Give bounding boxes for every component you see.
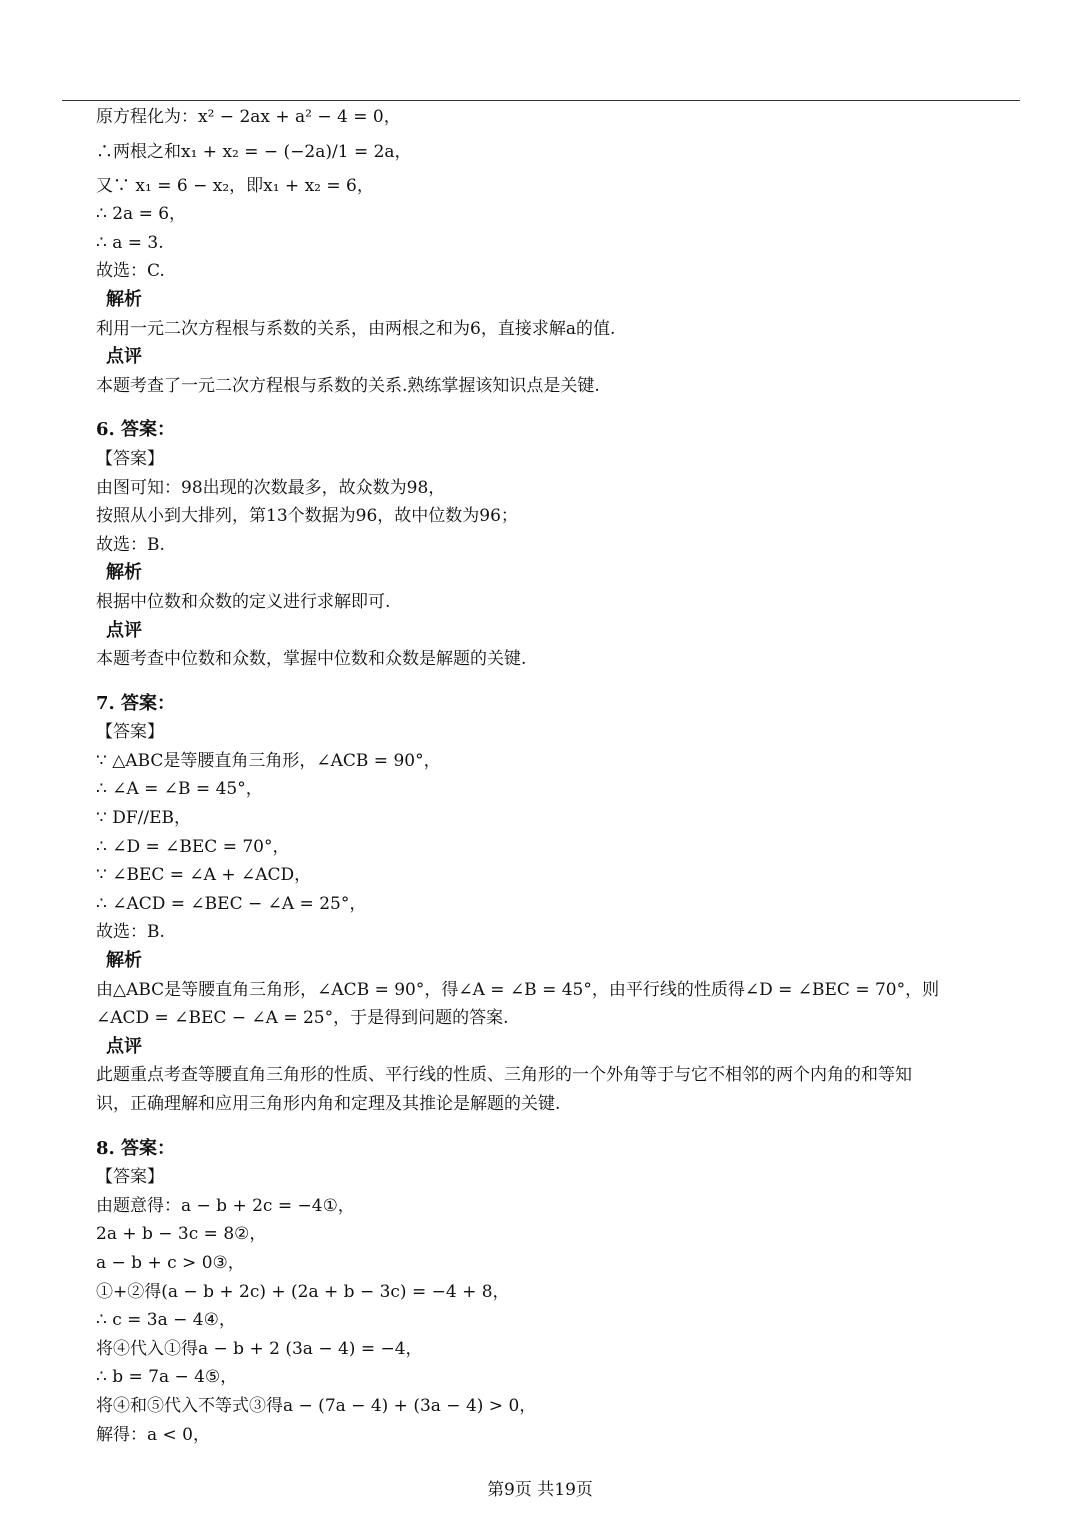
text-line: 将④代入①得a − b + 2 (3a − 4) = −4， xyxy=(96,1338,423,1359)
text-line: 按照从小到大排列，第13个数据为96，故中位数为96； xyxy=(96,506,518,527)
text-line: 故选：B. xyxy=(96,534,165,555)
text-line: ∴ a = 3. xyxy=(96,232,164,253)
section-heading: 点评 xyxy=(106,346,142,368)
text-line: ∵ DF//EB， xyxy=(96,808,192,829)
text-line: 由△ABC是等腰直角三角形，∠ACB = 90°，得∠A = ∠B = 45°，由平行线的性质得∠D = ∠BEC = 70°，则 xyxy=(96,979,940,1000)
text-line: ∴ 2a = 6， xyxy=(96,204,187,225)
text-line: 【答案】 xyxy=(96,448,164,469)
text-line: ∴两根之和x₁ + x₂ = − (−2a)/1 = 2a， xyxy=(96,141,412,162)
text-line: ∠ACD = ∠BEC − ∠A = 25°，于是得到问题的答案. xyxy=(96,1008,509,1029)
text-line: ∴ b = 7a − 4⑤， xyxy=(96,1367,238,1388)
text-line: ①+②得(a − b + 2c) + (2a + b − 3c) = −4 + 8， xyxy=(96,1281,510,1302)
text-line: 由图可知：98出现的次数最多，故众数为98， xyxy=(96,477,446,498)
question-heading: 6. 答案： xyxy=(96,419,176,441)
text-line: ∵ ∠BEC = ∠A + ∠ACD， xyxy=(96,865,312,886)
text-line: 本题考查了一元二次方程根与系数的关系.熟练掌握该知识点是关键. xyxy=(96,375,600,396)
text-line: 将④和⑤代入不等式③得a − (7a − 4) + (3a − 4) > 0， xyxy=(96,1395,537,1416)
text-line: 原方程化为：x² − 2ax + a² − 4 = 0， xyxy=(96,107,401,127)
page-footer: 第9页 共19页 xyxy=(487,1480,593,1500)
text-line: 由题意得：a − b + 2c = −4①， xyxy=(96,1195,355,1216)
text-line: 此题重点考查等腰直角三角形的性质、平行线的性质、三角形的一个外角等于与它不相邻的两个内角的和等知 xyxy=(96,1065,912,1086)
section-heading: 点评 xyxy=(106,1035,142,1057)
section-heading: 解析 xyxy=(106,562,142,584)
text-line: ∴ c = 3a − 4④， xyxy=(96,1310,236,1331)
text-line: 故选：C. xyxy=(96,261,165,282)
text-line: ∴ ∠A = ∠B = 45°， xyxy=(96,779,263,800)
text-line: ∴ ∠ACD = ∠BEC − ∠A = 25°， xyxy=(96,893,367,914)
section-heading: 点评 xyxy=(106,619,142,641)
section-heading: 解析 xyxy=(106,950,142,972)
spacer xyxy=(96,1119,1036,1135)
text-line: 识，正确理解和应用三角形内角和定理及其推论是解题的关键. xyxy=(96,1094,561,1114)
text-line: 2a + b − 3c = 8②， xyxy=(96,1224,267,1245)
text-line: 又∵ x₁ = 6 − x₂，即x₁ + x₂ = 6， xyxy=(96,175,374,196)
text-line: 利用一元二次方程根与系数的关系，由两根之和为6，直接求解a的值. xyxy=(96,318,616,339)
text-line: 根据中位数和众数的定义进行求解即可. xyxy=(96,591,391,612)
text-line: 【答案】 xyxy=(96,1167,164,1188)
text-line: a − b + c > 0③， xyxy=(96,1252,245,1273)
text-line: 故选：B. xyxy=(96,922,165,943)
header-rule xyxy=(62,100,1020,101)
text-line: 【答案】 xyxy=(96,722,164,743)
spacer xyxy=(96,400,1036,416)
section-heading: 解析 xyxy=(106,288,142,310)
text-line: ∵ △ABC是等腰直角三角形，∠ACB = 90°， xyxy=(96,750,441,771)
text-line: 本题考查中位数和众数，掌握中位数和众数是解题的关键. xyxy=(96,649,527,670)
question-heading: 7. 答案： xyxy=(96,692,176,714)
spacer xyxy=(96,674,1036,690)
document-body xyxy=(96,103,1036,1449)
text-line: 解得：a < 0， xyxy=(96,1424,211,1445)
question-heading: 8. 答案： xyxy=(96,1137,176,1159)
text-line: ∴ ∠D = ∠BEC = 70°， xyxy=(96,836,290,857)
